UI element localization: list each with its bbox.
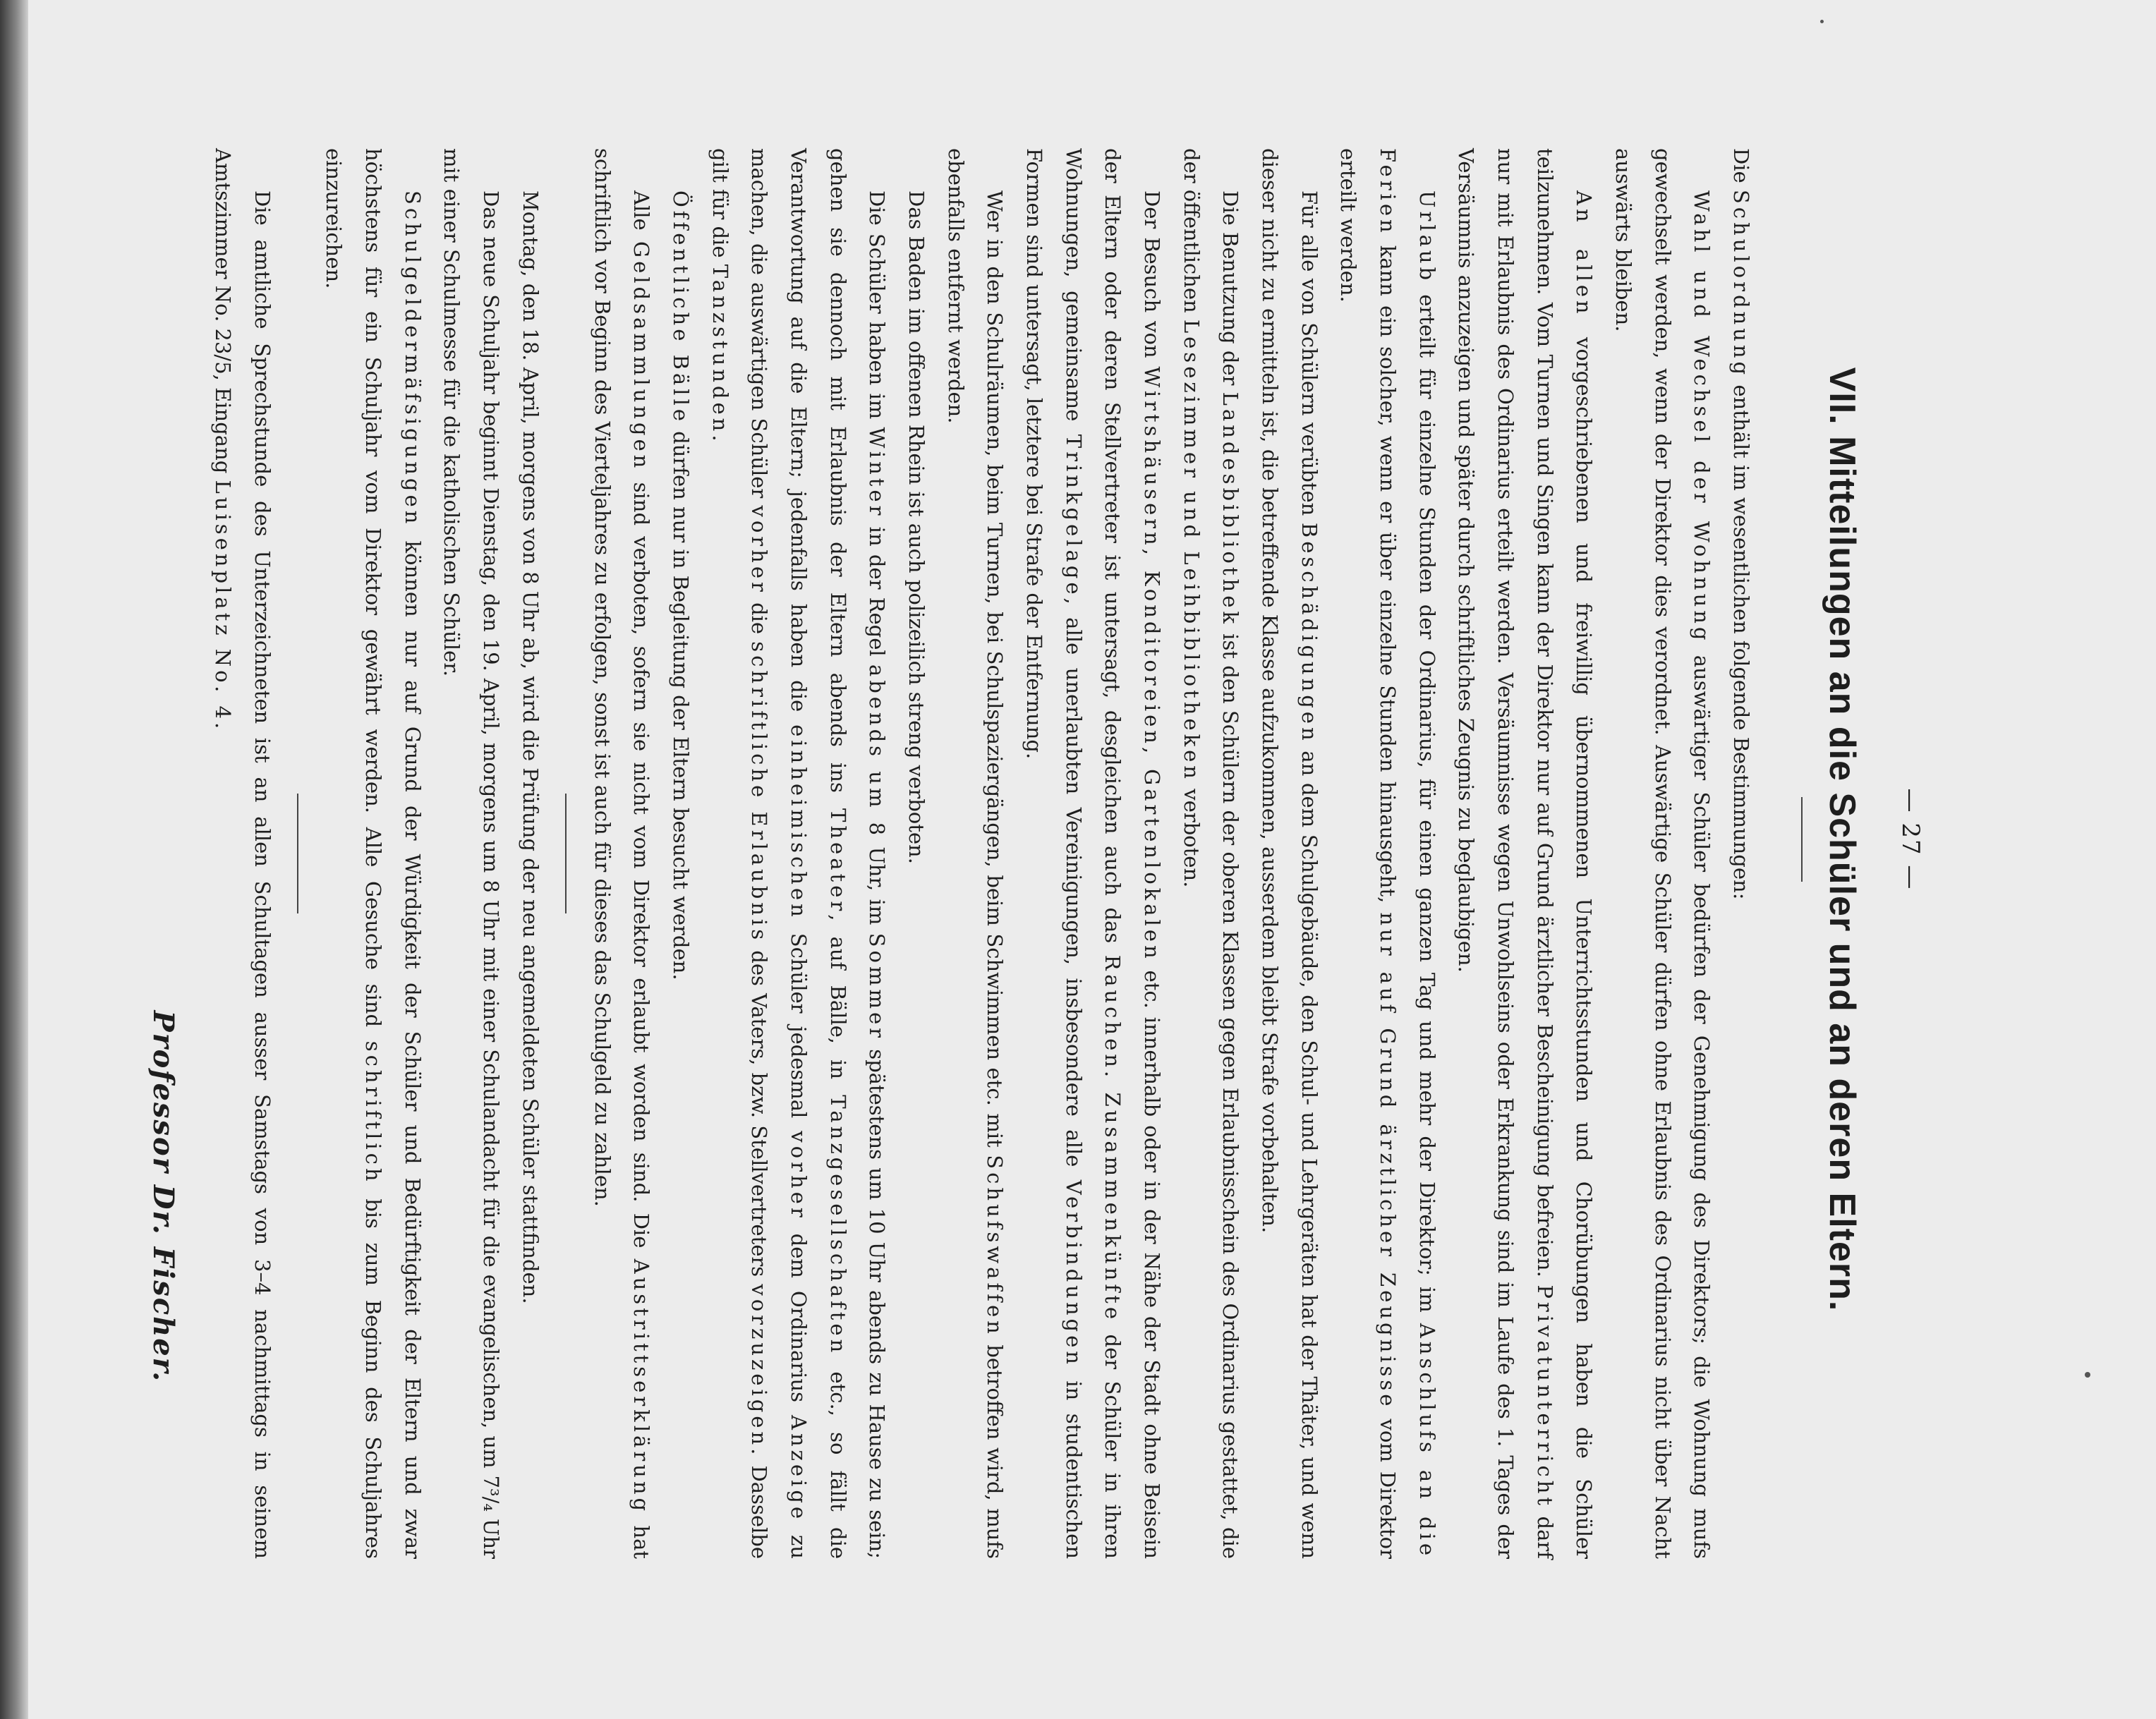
school-year-section — [314, 148, 550, 1559]
text-run: erteilt für einzelne Stunden der Ordinarius, für einen ganzen Tag und mehr der Direktor; im — [1415, 284, 1439, 1323]
paragraph — [510, 148, 550, 1559]
spaced-emphasis: Anschlufs an die Ferien — [1375, 148, 1439, 1559]
spaced-emphasis: Öffentliche Bälle — [668, 190, 693, 425]
text-run: , alle unerlaubten Vereinigungen, insbesondere alle — [1061, 597, 1086, 1180]
text-run: etc., so fällt die Verantwortung auf die Eltern; jedenfalls haben die — [786, 148, 850, 1560]
paragraph — [935, 148, 1014, 1559]
text-run: Die Benutzung der — [1218, 190, 1243, 392]
spaced-emphasis: Geldsammlungen — [629, 241, 654, 472]
text-run: Die — [1729, 148, 1753, 190]
signature: Professor Dr. Fischer. — [147, 1010, 181, 1383]
text-run: auswärtiger Schüler bedürfen der Genehmigung des Direktors; die Wohnung mufs gewechselt werden, wenn der Direktor dies verordnet. Auswärtige Schüler dürfen ohne Erlaubnis des Ordinarius nicht über Nacht auswärts bleiben. — [1611, 148, 1714, 1559]
paragraph — [1328, 148, 1446, 1559]
spaced-emphasis: vorher — [747, 505, 772, 595]
spaced-emphasis: Tanzgesellschaften — [825, 1095, 850, 1356]
title-rule — [1801, 797, 1803, 882]
text-run: des Vaters, bzw. Stellvertreters — [747, 943, 772, 1284]
document-body — [136, 148, 1760, 1559]
school-rules-section — [582, 148, 1760, 1559]
spaced-emphasis: Tanzstunden. — [708, 264, 732, 445]
text-run: ist den Schülern der oberen Klassen gegen Erlaubnisschein des Ordinarius gestattet, die der öffentlichen — [1179, 148, 1243, 1559]
spaced-emphasis: Verbindungen — [1061, 1179, 1086, 1368]
paragraph — [1171, 148, 1249, 1559]
spaced-emphasis: Wirtshäusern, Konditoreien, Gartenlokalen — [1139, 366, 1164, 962]
text-run: vorgeschriebenen und freiwillig übernommenen Unterrichtsstunden und Chorübungen haben die Schüler teilzunehmen. Vom Turnen und Singen kann der Direktor nur auf Grund ärztlicher Bescheinigung befreien. — [1532, 148, 1597, 1559]
text-run: vom Direktor erteilt werden. — [1336, 148, 1400, 1559]
ink-speck — [2085, 1372, 2090, 1378]
spaced-emphasis: Sommer — [865, 933, 890, 1041]
text-run: spätestens um 10 Uhr abends zu Hause zu sein; gehen sie dennoch mit Erlaubnis der Eltern abends ins — [825, 148, 890, 1560]
spaced-emphasis: einheimischen — [786, 724, 811, 921]
text-run: Wer in den Schulräumen, beim Turnen, bei Schulspaziergängen, beim Schwimmen etc. mit — [983, 190, 1007, 1155]
paragraph — [660, 148, 700, 1559]
text-run: Uhr, im — [865, 839, 890, 933]
spaced-emphasis: schriftlich — [361, 1040, 386, 1185]
page-number: — 27 — — [1896, 788, 1925, 891]
text-run: sind verboten, sofern sie nicht vom Direktor erlaubt worden sind. Die — [629, 471, 654, 1259]
office-hours-section — [202, 148, 281, 1559]
spaced-emphasis: vorzuzeigen. — [747, 1284, 772, 1459]
text-run: können nur auf Grund der Würdigkeit der Schüler und Bedürftigkeit der Eltern und zwar höchstens für ein Schuljahr vom Direktor gewährt werden. Alle Gesuche sind — [361, 148, 425, 1559]
paragraph — [896, 148, 935, 1559]
spaced-emphasis: Theater — [825, 808, 850, 915]
rotated-page-content — [147, 106, 1933, 1573]
spaced-emphasis: Beschädigungen — [1297, 522, 1321, 744]
spaced-emphasis: Rauchen. — [1101, 954, 1125, 1081]
text-run: die — [747, 595, 772, 642]
text-run: zu machen, die auswärtigen Schüler — [747, 148, 811, 1559]
text-run: bis zum Beginn des Schuljahres einzureichen. — [322, 148, 386, 1559]
spaced-emphasis: Urlaub — [1415, 190, 1439, 284]
text-run: enthält im wesentlichen folgende Bestimmungen: — [1729, 378, 1753, 900]
text-run: kann ein solcher, wenn er über einzelne Stunden hinausgeht, — [1375, 236, 1400, 913]
text-run: betroffen wird, mufs ebenfalls entfernt werden. — [943, 148, 1007, 1559]
text-run: Schüler jedesmal — [786, 920, 811, 1131]
paragraph — [1446, 148, 1604, 1559]
paragraph — [432, 148, 510, 1559]
text-run: , auf Bälle, in — [825, 914, 850, 1095]
separator-rule — [297, 794, 298, 913]
spaced-emphasis: nur auf Grund ärztlicher Zeugnisse — [1375, 912, 1400, 1410]
text-run: dürfen nur in Begleitung der Eltern besucht werden. — [668, 424, 693, 980]
spaced-emphasis: Austrittserklärung — [629, 1258, 654, 1515]
paragraph — [1249, 148, 1328, 1559]
spaced-emphasis: Lesezimmer und Leihbibliotheken — [1179, 319, 1204, 782]
text-run: der Schüler in ihren Wohnungen, gemeinsame — [1061, 148, 1125, 1560]
text-run: Der Besuch von — [1139, 190, 1164, 367]
text-run: Die Schüler haben im — [865, 190, 890, 427]
text-run: Montag, den 18. April, morgens von 8 Uhr ab, wird die Prüfung der neu angemeldeten Schüler stattfinden. — [518, 190, 543, 1304]
text-run: darf nur mit Erlaubnis des Ordinarius erteilt werden. Versäumnisse wegen Unwohlseins oder Erkrankung sind im Laufe des 1. Tages der Versäumnis anzuzeigen und später durch schriftliches Zeugnis zu beglaubigen. — [1454, 148, 1557, 1560]
spaced-emphasis: An allen — [1572, 190, 1597, 317]
spaced-emphasis: Trinkgelage — [1061, 434, 1086, 598]
paragraph — [582, 148, 660, 1559]
spaced-emphasis: Landesbibliothek — [1218, 391, 1243, 627]
section-title: VII. Mitteilungen an die Schüler und an deren Eltern. — [1822, 367, 1863, 1312]
paragraph — [1603, 148, 1721, 1559]
paragraph — [202, 148, 281, 1559]
text-run: Die amtliche Sprechstunde des Unterzeichneten ist an allen Schultagen ausser Samstags von 3–4 nachmittags in seinem Amtszimmer No. 23/5, Eingang — [211, 148, 274, 1559]
spaced-emphasis: abends um 8 — [865, 664, 890, 839]
text-run: dem Ordinarius — [786, 1220, 811, 1415]
spaced-emphasis: Schulordnung — [1729, 189, 1753, 379]
spaced-emphasis: Privatunterricht — [1532, 1284, 1557, 1510]
text-run: Dasselbe gilt für die — [708, 148, 772, 1560]
spaced-emphasis: Luisenplatz No. 4. — [211, 480, 236, 733]
spaced-emphasis: schriftliche Erlaubnis — [747, 641, 772, 944]
text-run: Das neue Schuljahr beginnt Dienstag, den 19. April, morgens um 8 Uhr mit einer Schulandacht für die evangelischen, um 7³/₄ Uhr mit einer Schulmesse für die katholischen Schüler. — [440, 148, 504, 1559]
text-run: Das Baden im offenen Rhein ist auch polizeilich streng verboten. — [904, 190, 928, 864]
spaced-emphasis: Wahl und Wechsel der Wohnung — [1690, 190, 1714, 644]
spaced-emphasis: Zusammenkünfte — [1101, 1092, 1125, 1323]
paragraph — [1721, 148, 1760, 1559]
text-run: etc. innerhalb oder in der Nähe der Stadt ohne Beisein der Eltern oder deren Stellvertreter ist untersagt, desgleichen auch das — [1101, 148, 1164, 1560]
separator-rule — [565, 794, 567, 913]
text-run: hat schriftlich vor Beginn des Vierteljahres zu erfolgen, sonst ist auch für dieses das Schulgeld zu zahlen. — [590, 148, 654, 1560]
text-run: Alle — [629, 190, 654, 241]
spaced-emphasis: vorher — [786, 1131, 811, 1221]
text-run: in studentischen Formen sind untersagt, letztere bei Strafe der Entfernung. — [1022, 148, 1086, 1559]
ink-speck — [1820, 20, 1824, 23]
text-run: verboten. — [1179, 782, 1204, 888]
text-run: an dem Schulgebäude, den Schul- und Lehrgeräten hat der Thäter, und wenn dieser nicht zu ermitteln ist, die betreffende Klasse aufzukommen, ausserdem bleibt Strafe vorbehalten. — [1257, 148, 1321, 1560]
text-run: in der Regel — [865, 518, 890, 664]
spaced-emphasis: Winter — [865, 427, 890, 519]
book-gutter-shadow — [0, 0, 28, 1719]
paragraph — [314, 148, 432, 1559]
paragraph — [1014, 148, 1171, 1559]
text-run — [1101, 1081, 1125, 1093]
spaced-emphasis: Anzeige — [786, 1415, 811, 1523]
paragraph — [700, 148, 896, 1559]
spaced-emphasis: Schulgeldermäfsigungen — [400, 190, 425, 528]
text-run: Für alle von Schülern verübten — [1297, 190, 1321, 523]
spaced-emphasis: Schufswaffen — [983, 1155, 1007, 1337]
